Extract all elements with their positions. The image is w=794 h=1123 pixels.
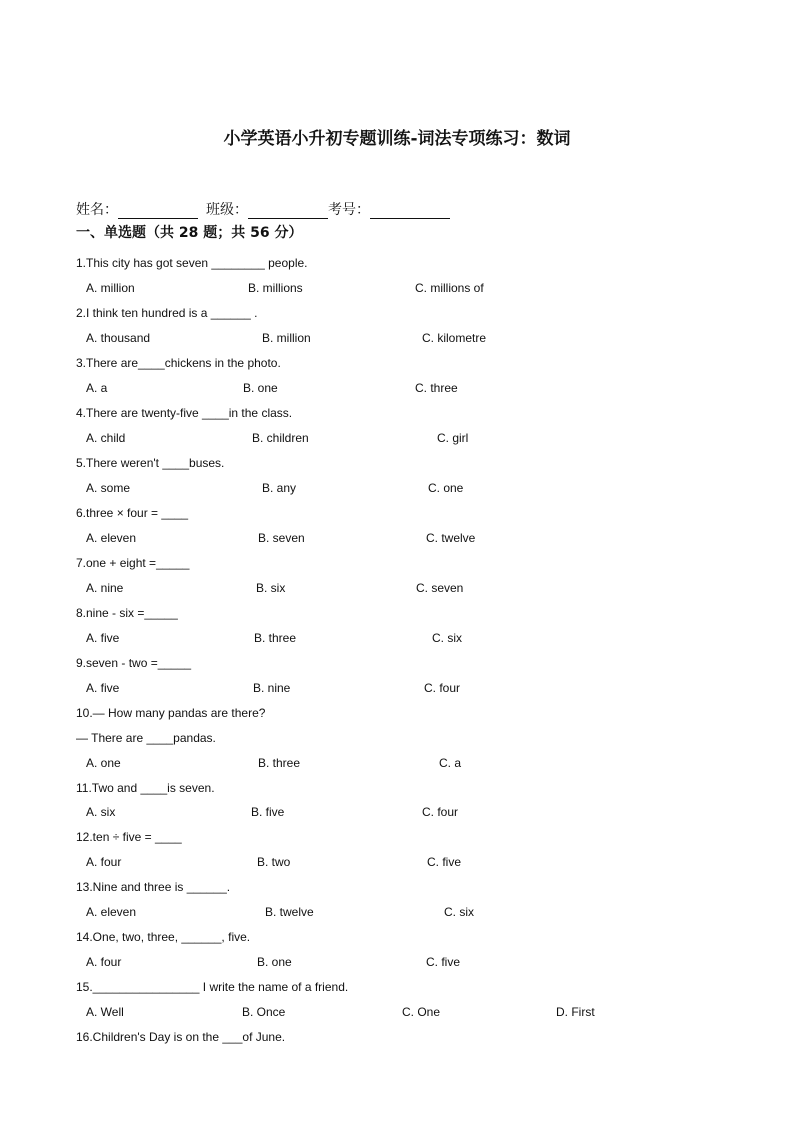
option-a: A. four: [86, 955, 122, 969]
option-a: A. five: [86, 681, 120, 695]
option-b: B. three: [254, 631, 297, 645]
option-a: A. four: [86, 855, 122, 869]
question-stem: 12.ten ÷ five = ____: [76, 830, 182, 844]
question-stem: 10.— How many pandas are there?: [76, 706, 266, 720]
option-c: C. four: [424, 681, 461, 695]
student-info-line: [76, 199, 450, 219]
option-c: C. three: [415, 381, 458, 395]
option-c: C. five: [426, 955, 461, 969]
option-a: A. six: [86, 805, 116, 819]
question-stem: 2.I think ten hundred is a ______ .: [76, 306, 258, 320]
option-a: A. five: [86, 631, 120, 645]
option-c: C. five: [427, 855, 462, 869]
question-stem: 8.nine - six =_____: [76, 606, 178, 620]
option-b: B. five: [251, 805, 285, 819]
question-stem: 13.Nine and three is ______.: [76, 880, 231, 894]
option-c: C. four: [422, 805, 459, 819]
question-stem-line-2: — There are ____pandas.: [76, 731, 216, 745]
exam-number-blank: [370, 204, 450, 219]
question-stem: 3.There are____chickens in the photo.: [76, 356, 281, 370]
option-d: D. First: [556, 1005, 595, 1019]
option-a: A. eleven: [86, 531, 137, 545]
option-a: A. one: [86, 756, 121, 770]
option-c: C. one: [428, 481, 464, 495]
exam-number-label: 考号：: [328, 202, 370, 218]
question-stem: 14.One, two, three, ______, five.: [76, 930, 251, 944]
option-c: C. millions of: [415, 281, 484, 295]
option-c: C. twelve: [426, 531, 476, 545]
option-a: A. thousand: [86, 331, 151, 345]
section-heading: 一、单选题（共 28 题；共 56 分）: [76, 225, 303, 241]
option-b: B. million: [262, 331, 311, 345]
option-a: A. million: [86, 281, 135, 295]
option-c: C. girl: [437, 431, 469, 445]
question-stem: 9.seven - two =_____: [76, 656, 192, 670]
option-a: A. Well: [86, 1005, 124, 1019]
question-stem: 1.This city has got seven ________ people.: [76, 256, 308, 270]
option-b: B. nine: [253, 681, 291, 695]
option-b: B. three: [258, 756, 301, 770]
page-title: 小学英语小升初专题训练-词法专项练习：数词: [223, 129, 571, 149]
name-label: 姓名：: [76, 202, 118, 218]
option-c: C. One: [402, 1005, 441, 1019]
option-b: B. millions: [248, 281, 303, 295]
option-b: B. one: [257, 955, 292, 969]
option-c: C. six: [432, 631, 462, 645]
question-stem: 11.Two and ____is seven.: [76, 781, 215, 795]
option-b: B. children: [252, 431, 309, 445]
option-b: B. six: [256, 581, 286, 595]
option-b: B. Once: [242, 1005, 286, 1019]
name-blank: [118, 204, 198, 219]
question-stem: 7.one + eight =_____: [76, 556, 190, 570]
option-a: A. nine: [86, 581, 124, 595]
question-stem: 4.There are twenty-five ____in the class.: [76, 406, 293, 420]
question-stem: 6.three × four = ____: [76, 506, 189, 520]
option-b: B. two: [257, 855, 291, 869]
option-c: C. six: [444, 905, 474, 919]
question-stem: 5.There weren't ____buses.: [76, 456, 225, 470]
option-b: B. twelve: [265, 905, 314, 919]
option-c: C. seven: [416, 581, 464, 595]
question-stem: 15.________________ I write the name of a friend.: [76, 980, 349, 994]
class-blank: [248, 204, 328, 219]
option-a: A. child: [86, 431, 126, 445]
option-b: B. one: [243, 381, 278, 395]
option-a: A. a: [86, 381, 108, 395]
option-c: C. kilometre: [422, 331, 487, 345]
option-b: B. any: [262, 481, 297, 495]
option-b: B. seven: [258, 531, 305, 545]
option-a: A. some: [86, 481, 131, 495]
option-a: A. eleven: [86, 905, 137, 919]
option-c: C. a: [439, 756, 462, 770]
question-stem: 16.Children's Day is on the ___of June.: [76, 1030, 286, 1044]
class-label: 班级：: [206, 202, 248, 218]
